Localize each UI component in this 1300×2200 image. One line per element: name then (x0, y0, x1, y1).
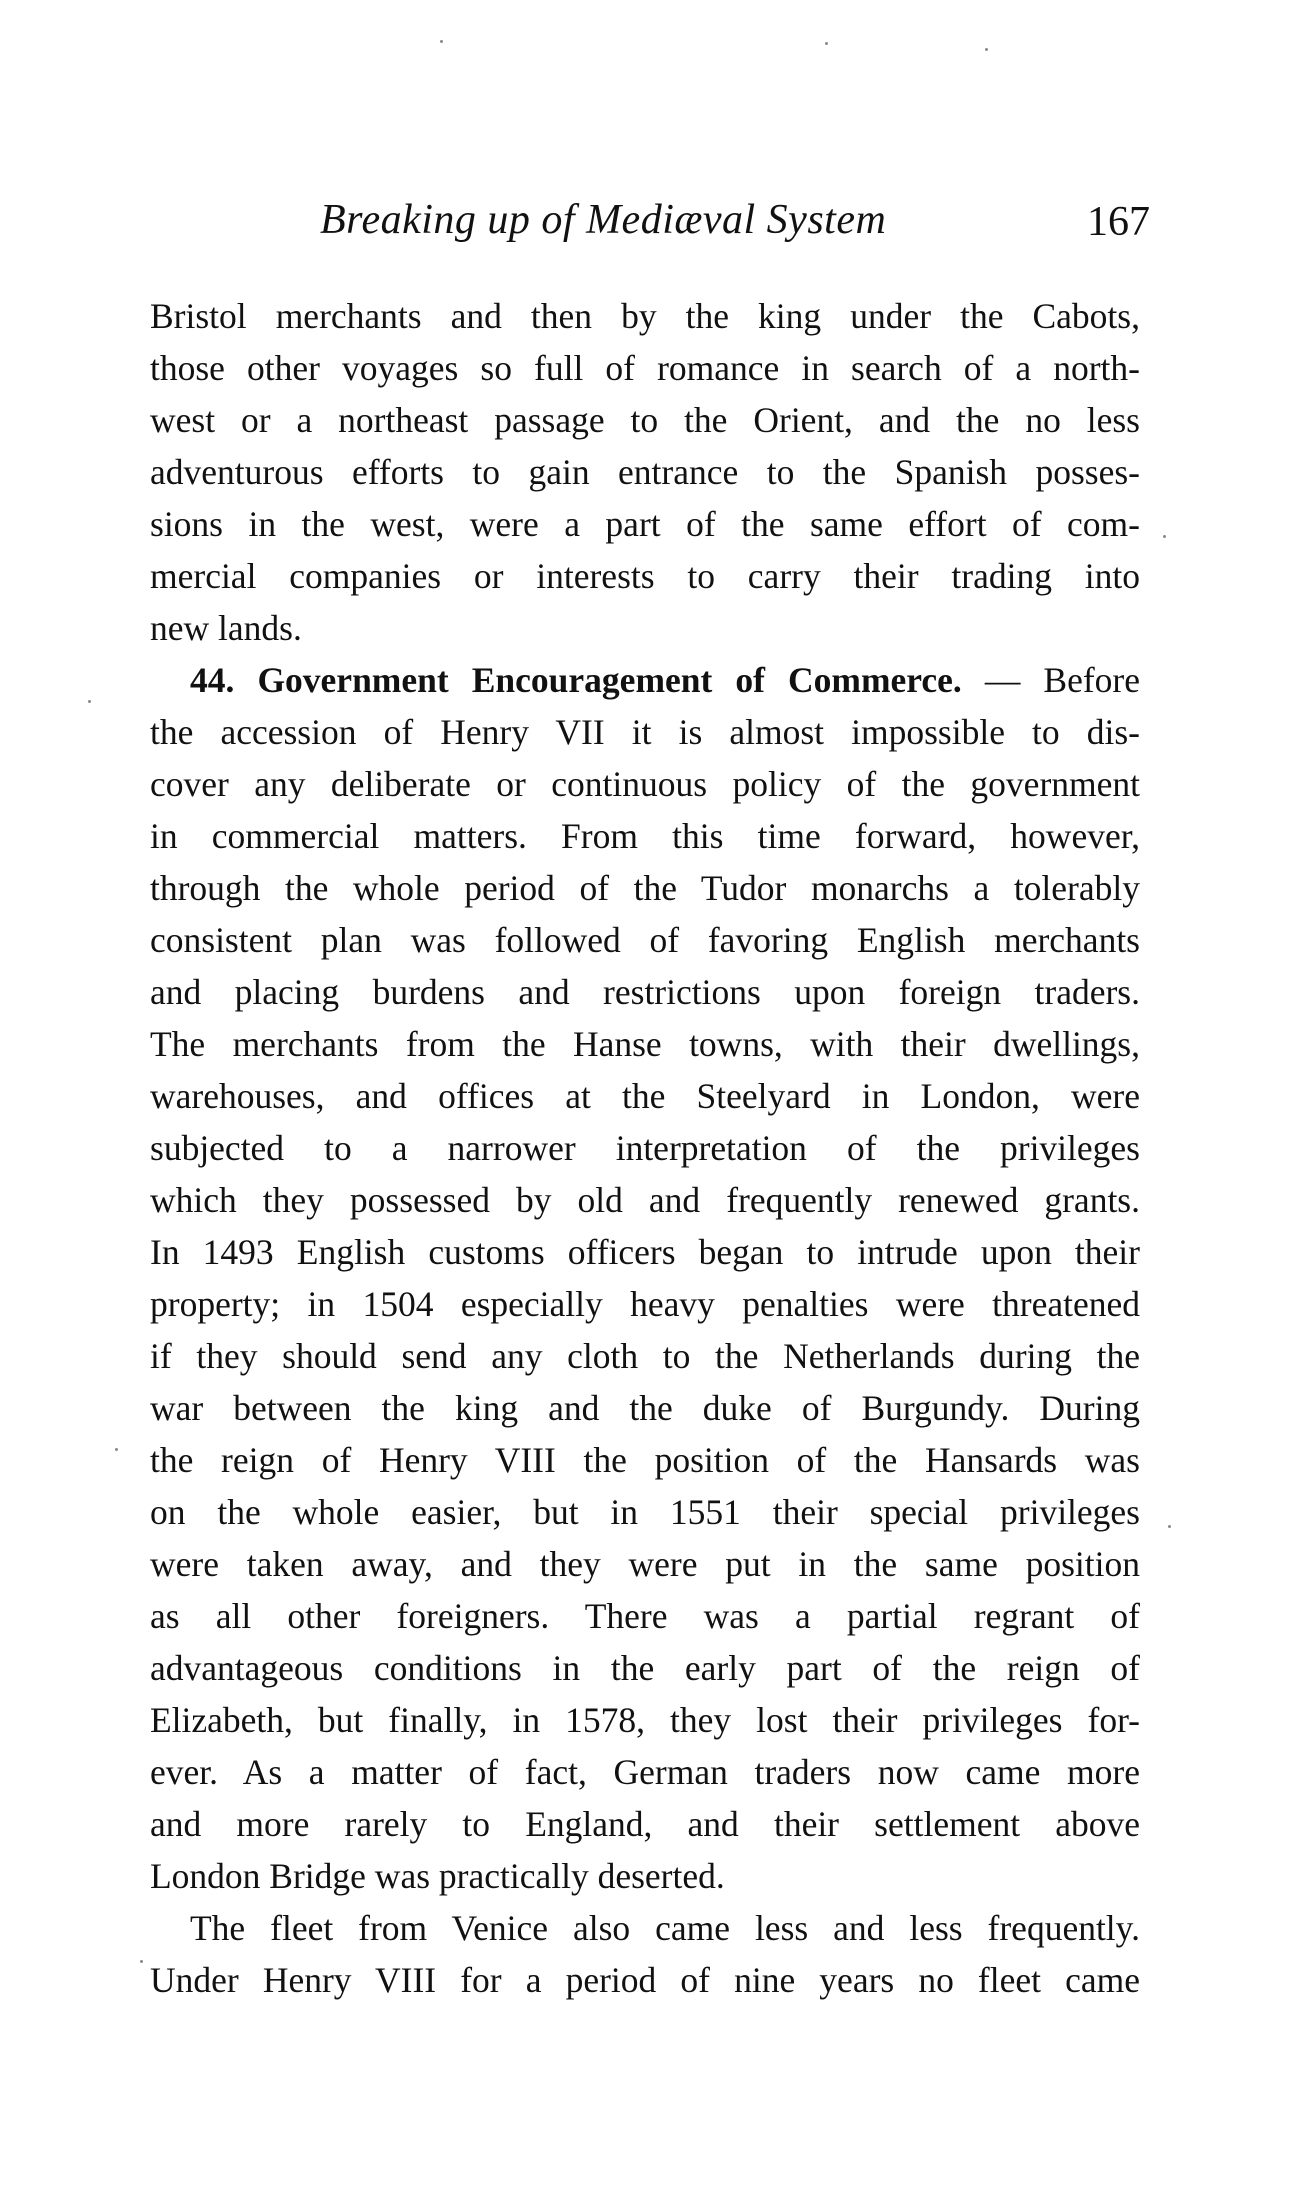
text-line: on the whole easier, but in 1551 their special privileges (150, 1492, 1140, 1532)
text-line: as all other foreigners. There was a partial regrant of (150, 1596, 1140, 1636)
page-header (150, 196, 1150, 266)
text-line: those other voyages so full of romance in search of a north- (150, 348, 1140, 388)
text-line: adventurous efforts to gain entrance to the Spanish posses- (150, 452, 1140, 492)
text-line: cover any deliberate or continuous policy of the government (150, 764, 1140, 804)
body-text (150, 290, 1140, 2006)
text-line: London Bridge was practically deserted. (150, 1856, 725, 1896)
text-line: which they possessed by old and frequently renewed grants. (150, 1180, 1140, 1220)
text-line: The merchants from the Hanse towns, with their dwellings, (150, 1024, 1140, 1064)
text-line: war between the king and the duke of Burgundy. During (150, 1388, 1140, 1428)
section-44 (150, 654, 1140, 1902)
paragraph-3 (150, 1902, 1140, 2006)
section-number: 44. (190, 660, 235, 700)
text-line: west or a northeast passage to the Orient, and the no less (150, 400, 1140, 440)
text-line: sions in the west, were a part of the same effort of com- (150, 504, 1140, 544)
text-line: in commercial matters. From this time forward, however, (150, 816, 1140, 856)
text-line: new lands. (150, 608, 302, 648)
text-line: consistent plan was followed of favoring English merchants (150, 920, 1140, 960)
text-line: the reign of Henry VIII the position of the Hansards was (150, 1440, 1140, 1480)
text-line: were taken away, and they were put in the same position (150, 1544, 1140, 1584)
running-title: Breaking up of Mediæval System (320, 197, 887, 243)
section-first-line-text: Before (1043, 660, 1141, 700)
text-line: Bristol merchants and then by the king under the Cabots, (150, 296, 1140, 336)
text-line: through the whole period of the Tudor monarchs a tolerably (150, 868, 1140, 908)
page-number: 167 (1087, 199, 1150, 245)
text-line: ever. As a matter of fact, German traders now came more (150, 1752, 1140, 1792)
text-line: Elizabeth, but finally, in 1578, they lost their privileges for- (150, 1700, 1140, 1740)
heading-dash: — (961, 660, 1044, 700)
paragraph-1 (150, 290, 1140, 654)
text-line: Under Henry VIII for a period of nine years no fleet came (150, 1960, 1140, 2000)
text-line: advantageous conditions in the early part of the reign of (150, 1648, 1140, 1688)
text-line: property; in 1504 especially heavy penalties were threatened (150, 1284, 1140, 1324)
section-first-line (150, 654, 1140, 706)
text-line: and more rarely to England, and their settlement above (150, 1804, 1140, 1844)
text-line: The fleet from Venice also came less and less frequently. (190, 1908, 1140, 1948)
text-line: mercial companies or interests to carry their trading into (150, 556, 1140, 596)
text-line: and placing burdens and restrictions upon foreign traders. (150, 972, 1140, 1012)
text-line: the accession of Henry VII it is almost impossible to dis- (150, 712, 1140, 752)
text-line: warehouses, and offices at the Steelyard in London, were (150, 1076, 1140, 1116)
text-line: In 1493 English customs officers began to intrude upon their (150, 1232, 1140, 1272)
text-line: if they should send any cloth to the Netherlands during the (150, 1336, 1140, 1376)
text-line: subjected to a narrower interpretation of the privileges (150, 1128, 1140, 1168)
section-heading: Government Encouragement of Commerce. (257, 660, 962, 700)
